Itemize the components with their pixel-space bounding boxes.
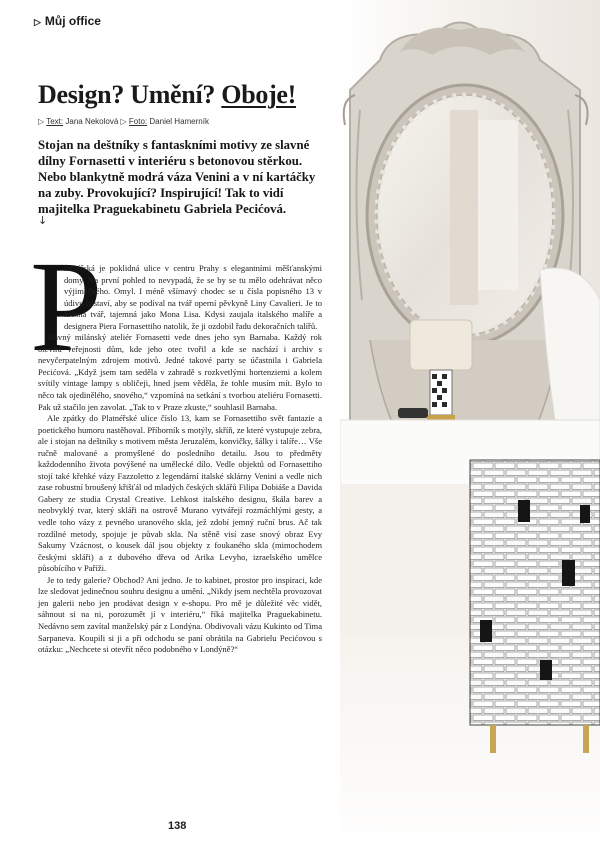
- title-part2: Oboje!: [221, 80, 297, 109]
- interior-photo: [340, 0, 600, 859]
- page-number: 138: [168, 820, 187, 832]
- triangle-icon: ▷: [34, 17, 41, 27]
- body-paragraph: latnéřská je poklidná ulice v centru Prahy s elegantními měšťanskými domy. Na první pohled to nevypadá, že se by se tu mělo odehrávat něco výjimečného. Omyl. I méně všímavý chodec se u čísla popisného 13 v údivu zastaví, aby se podíval na tvář operní pěvkyně Liny Cavalieri. Je to krásná tvář, tajemná jako Mona Lisa. Kdysi zaujala italského malíře a designera Piera Fornasettiho natolik, že ji ozdobil řadu dekoračních talířů.: [64, 263, 322, 331]
- credits-photo-label: Foto:: [128, 117, 148, 126]
- lead-paragraph: Stojan na deštníky s fantaskními motivy ze slavné dílny Fornasetti v interiéru s betonovou stěrkou. Nebo blankytně modrá váza Venini a v ní kartáčky na zuby. Provokující? Inspirující! Tak to vidí majitelka Praguekabinetu Gabriela Pecićová.: [38, 138, 316, 216]
- fornasetti-cabinet: [470, 460, 600, 753]
- arrow-down-icon: ↓: [38, 214, 48, 227]
- credits-text-label: Text:: [46, 117, 64, 126]
- body-paragraph: Je to tedy galerie? Obchod? Ani jedno. Je to kabinet, prostor pro inspiraci, kde lze sledovat jedinečnou souhru designu a umění. „Nikdy jsem nechtěla provozovat jen galerii nebo jen prodávat design v e-shopu. Pro mě je důležité věc vidět, sáhnout si na ni, porozumět jí v interiéru,“ říká majitelka Praguekabinetu. Nedávno sem zavítal manželský pár z Londýna. Obdivovali vázu Kukinto od Tima Sarpaneva. Koupili si ji a při odchodu se paní obrátila na Gabrielu Pecićovou s otázku: „Nechcete si otevřít něco podobného v Londýně?“: [38, 574, 322, 655]
- title-part1: Design? Umění?: [38, 80, 222, 109]
- article-body: [38, 263, 322, 656]
- dropcap-letter: P: [30, 235, 103, 379]
- credits-photo-author: Daniel Hamerník: [149, 117, 209, 126]
- article-title: [38, 80, 296, 110]
- credits-line: [38, 117, 209, 126]
- small-triangle-icon: ▷: [120, 117, 127, 126]
- small-triangle-icon: ▷: [38, 117, 45, 126]
- body-paragraph: Slavný milánský ateliér Fornasetti vede dnes jeho syn Barnaba. Každý rok otevírá veřejnosti dům, kde jeho otec tvořil a kde se nachází i archiv s nevyčerpatelným zdrojem motivů. Jedné takové party se účastnila i Gabriela Pecićová. „Když jsem tam seděla v zahradě s rozkvetlými hortenziemi a kolem svítily vintage lampy s obličeji, hned jsem věděla, že tohle musím mít. Bylo to něco tak ojedinělého, snového,“ vzpomíná na setkání s tvorbou ateliéru Fornasetti. Pak už stačilo jen zavolat. „Tak to v Praze zkuste,“ souhlasil Barnaba.: [38, 332, 322, 412]
- credits-text-author: Jana Nekolová: [65, 117, 119, 126]
- section-label: Můj office: [44, 14, 101, 28]
- body-paragraph: Ale zpátky do Platnéřské ulice číslo 13, kam se Fornasettiho svět fantazie a poetického humoru nastěhoval. Příborník s motýly, skříň, ze které vystupuje zebra, ale i stojan na deštníky s motivem města Jeruzalém, konvičky, šálky i talíře… Vše ručně malované a promyšlené do posledního detailu. Jsou to předměty každodenního života povýšené na umělecké dílo. Vedle objektů od Fornasettiho stojí také křehké vázy Fazzoletto z legendární italské sklárny Venini a vedle nich zase robustní broušený křišťál od mladých českých sklářů Filipa Dobiáše a Davida Gabery ze studia Crystal Creative. Lehkost italského designu, škála barev a neobvyklý tvar, který skláři na ostrově Murano vytvářejí rozmáchlými gesty, a vedle toho vázy z pevného uranového skla, jež zdobí jemný ruční brus. Ač tak rozdílné metody, spojuje je půvab skla. Na stěně visí zase snový obraz Evy Sakumy Vzácnost, o kousek dál jsou objekty z foukaného skla (mimochodem českými skláři) a z dubového dřeva od Arika Levyho, izraelského umělce působícího v Paříži.: [38, 413, 322, 574]
- section-header: [34, 14, 101, 28]
